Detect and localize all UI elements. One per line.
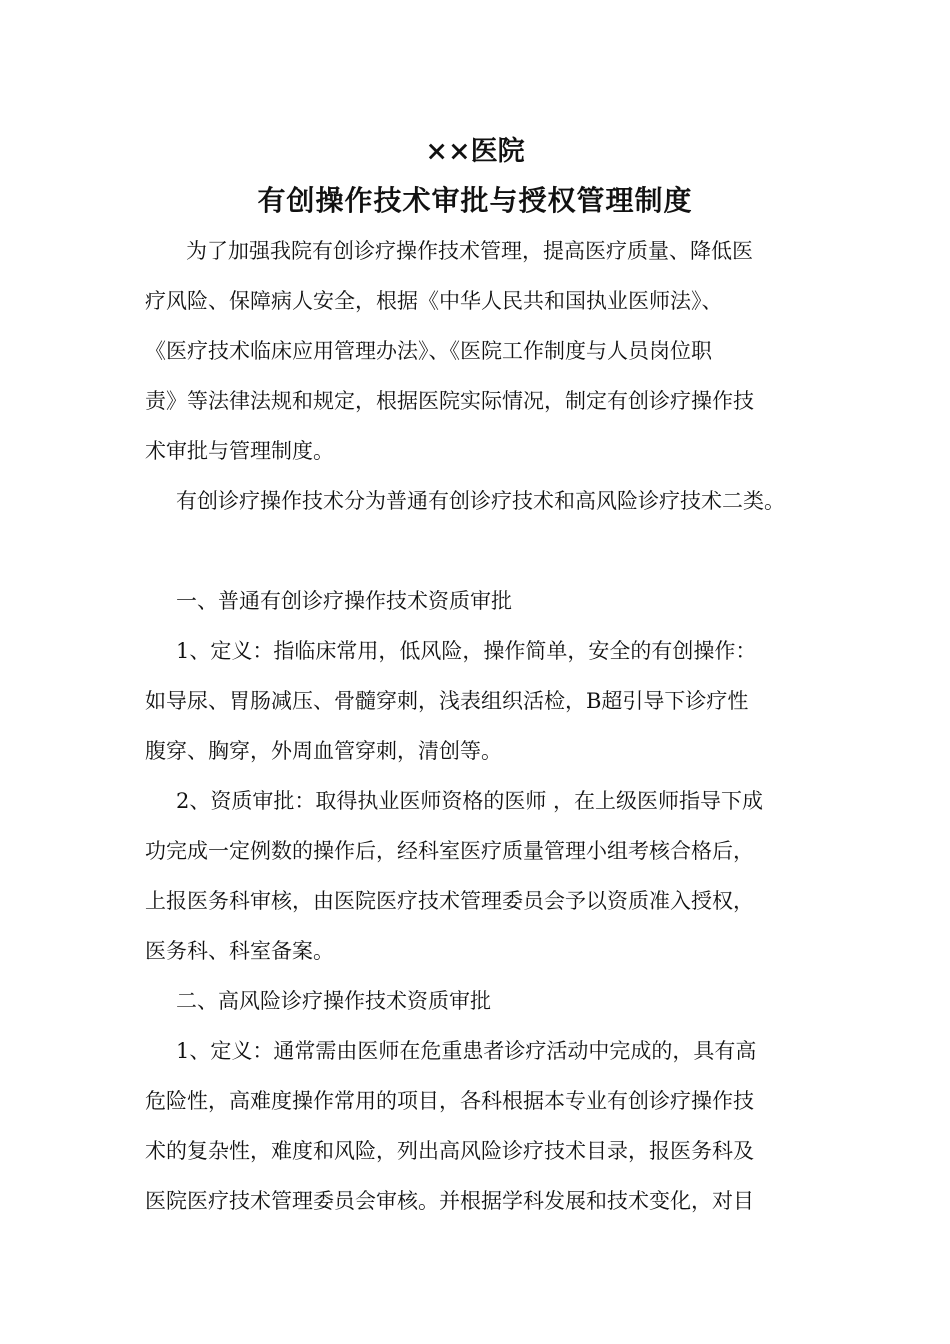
paragraph-line: 功完成一定例数的操作后，经科室医疗质量管理小组考核合格后， [145,839,754,863]
paragraph-line: 术审批与管理制度。 [145,439,334,463]
paragraph-line: 2、资质审批：取得执业医师资格的医师 ，在上级医师指导下成 [176,789,764,813]
section-heading: 一、普通有创诊疗操作技术资质审批 [176,589,512,613]
policy-title: 有创操作技术审批与授权管理制度 [257,184,693,217]
paragraph-line: 《医疗技术临床应用管理办法》、《医院工作制度与人员岗位职 [145,339,712,363]
paragraph-line: 为了加强我院有创诊疗操作技术管理，提高医疗质量、降低医 [186,239,753,263]
section-heading: 二、高风险诊疗操作技术资质审批 [176,989,491,1013]
paragraph-line: 术的复杂性，难度和风险，列出高风险诊疗技术目录，报医务科及 [145,1139,754,1163]
paragraph-line: 腹穿、胸穿，外周血管穿刺，清创等。 [145,739,502,763]
paragraph-line: 危险性，高难度操作常用的项目，各科根据本专业有创诊疗操作技 [145,1089,754,1113]
paragraph-line: 1、定义：通常需由医师在危重患者诊疗活动中完成的，具有高 [176,1039,757,1063]
hospital-title: ××医院 [425,136,525,167]
paragraph-line: 1、定义：指临床常用，低风险，操作简单，安全的有创操作： [176,639,757,663]
paragraph-line: 疗风险、保障病人安全，根据《中华人民共和国执业医师法》、 [145,289,723,313]
paragraph-line: 如导尿、胃肠减压、骨髓穿刺，浅表组织活检，B超引导下诊疗性 [145,689,749,713]
paragraph-line: 医院医疗技术管理委员会审核。并根据学科发展和技术变化，对目 [145,1189,754,1213]
paragraph-line: 医务科、科室备案。 [145,939,334,963]
paragraph-line: 责》等法律法规和规定，根据医院实际情况，制定有创诊疗操作技 [145,389,754,413]
paragraph-line: 有创诊疗操作技术分为普通有创诊疗技术和高风险诊疗技术二类。 [176,489,785,513]
paragraph-line: 上报医务科审核，由医院医疗技术管理委员会予以资质准入授权， [145,889,754,913]
